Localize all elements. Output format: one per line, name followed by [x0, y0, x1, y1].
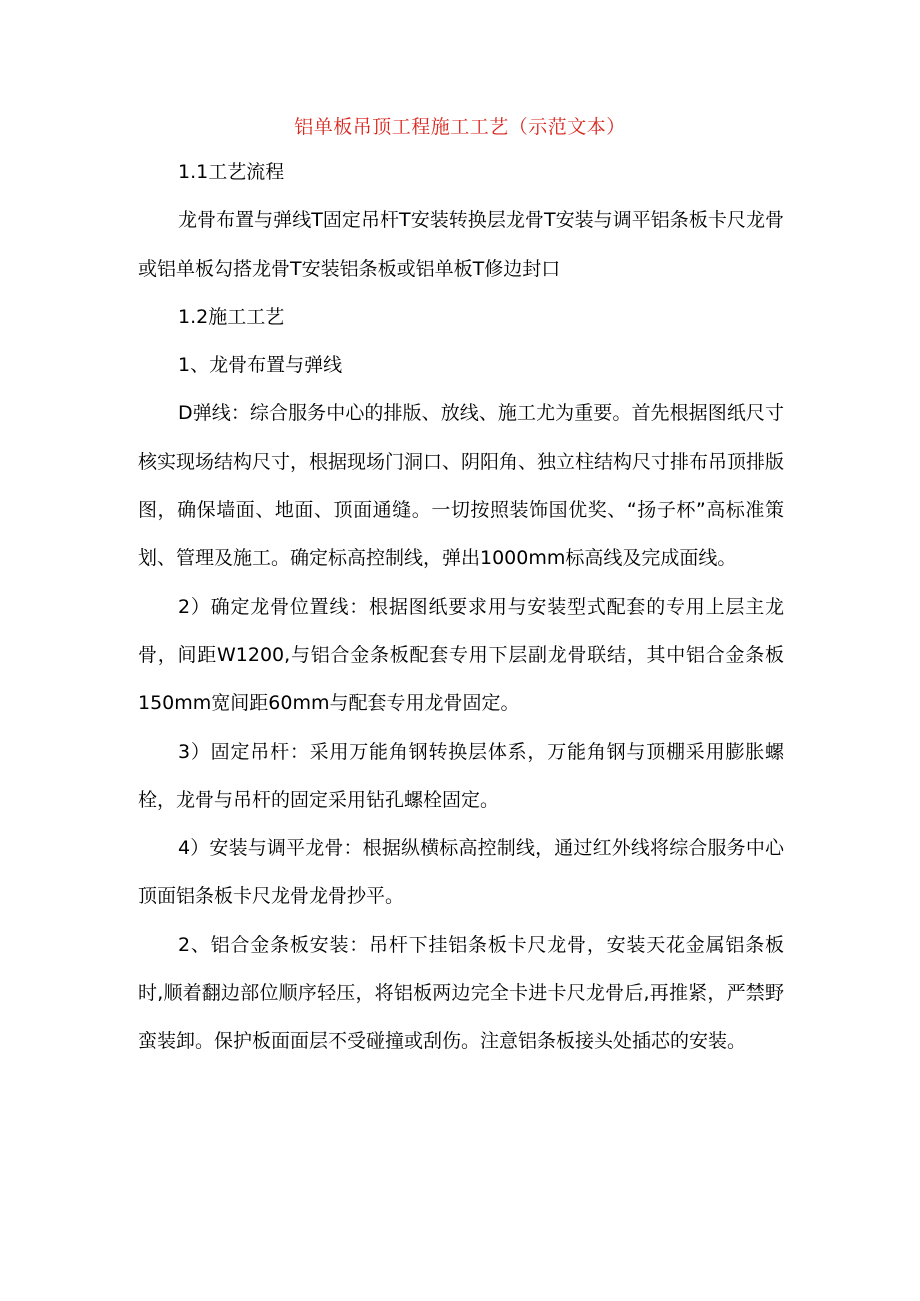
process-flow-paragraph: 龙骨布置与弹线T固定吊杆T安装转换层龙骨T安装与调平铝条板卡尺龙骨或铝单板勾搭龙骨T安装铝条板或铝单板T修边封口	[138, 209, 784, 280]
paragraph-strip-install: 2、铝合金条板安装：吊杆下挂铝条板卡尺龙骨，安装天花金属铝条板时,顺着翻边部位顺序轻压，将铝板两边完全卡进卡尺龙骨后,再推紧，严禁野蛮装卸。保护板面面层不受碰撞或刮伤。注意铝条板接头处插芯的安装。	[138, 933, 784, 1053]
section-heading-construction: 1.2施工工艺	[178, 305, 285, 328]
paragraph-level-keel: 4）安装与调平龙骨：根据纵横标高控制线，通过红外线将综合服务中心顶面铝条板卡尺龙骨龙骨抄平。	[138, 837, 784, 908]
document-title: 铝单板吊顶工程施工工艺（示范文本）	[294, 116, 626, 138]
paragraph-snapping-line: D弹线：综合服务中心的排版、放线、施工尤为重要。首先根据图纸尺寸核实现场结构尺寸，根据现场门洞口、阴阳角、独立柱结构尺寸排布吊顶排版图，确保墙面、地面、顶面通缝。一切按照装饰国优奖、“扬子杯”高标准策划、管理及施工。确定标高控制线，弹出1000mm标高线及完成面线。	[138, 402, 785, 570]
section-heading-process: 1.1工艺流程	[178, 161, 285, 183]
paragraph-keel-position: 2）确定龙骨位置线：根据图纸要求用与安装型式配套的专用上层主龙骨，间距W1200,与铝合金条板配套专用下层副龙骨联结，其中铝合金条板150mm宽间距60mm与配套专用龙骨固定。	[138, 595, 784, 715]
subheading-keel-layout: 1、龙骨布置与弹线	[178, 354, 343, 377]
document-body	[138, 148, 784, 1066]
paragraph-fix-hanger: 3）固定吊杆：采用万能角钢转换层体系，万能角钢与顶棚采用膨胀螺栓，龙骨与吊杆的固定采用钻孔螺栓固定。	[138, 740, 784, 811]
